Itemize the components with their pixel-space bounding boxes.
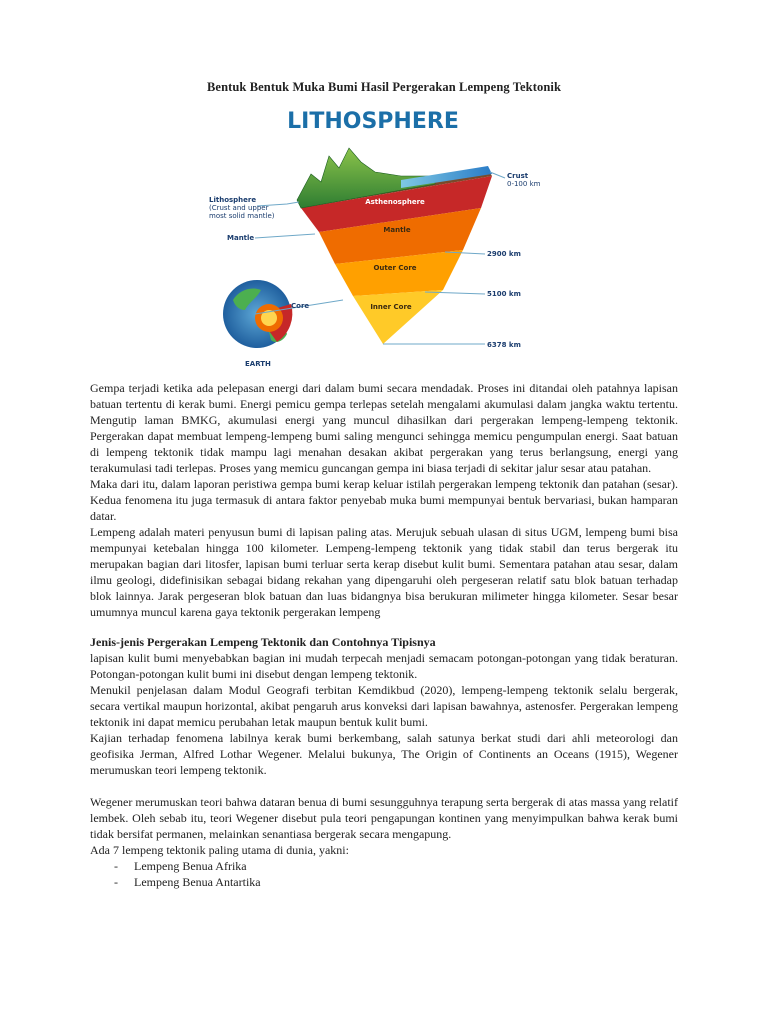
paragraph: Menukil penjelasan dalam Modul Geografi terbitan Kemdikbud (2020), lempeng-lempeng tektonik selalu bergerak, secara vertikal maupun horizontal, akibat pengaruh arus konveksi dari lapisan bawahnya, astenosfer. Pergerakan lempeng tektonik ini dapat memicu perubahan letak maupun bentuk kulit bumi. bbox=[90, 683, 678, 729]
paragraph: Kajian terhadap fenomena labilnya kerak bumi berkembang, salah satunya berkat studi dari ahli meteorologi dan geofisika Jerman, Alfred Lothar Wegener. Melalui bukunya, The Origin of Continents an Oceans (1915), Wegener merumuskan teori lempeng tektonik. bbox=[90, 731, 678, 777]
inner-core-label: Inner Core bbox=[370, 303, 412, 311]
depth-5100-label: 5100 km bbox=[487, 290, 521, 298]
list-item-text: Lempeng Benua Afrika bbox=[134, 859, 247, 873]
lithosphere-note-2: most solid mantle) bbox=[209, 212, 275, 220]
list-item bbox=[90, 874, 678, 890]
mantle-layer-label: Mantle bbox=[383, 226, 411, 234]
document-title: Bentuk Bentuk Muka Bumi Hasil Pergerakan Lempeng Tektonik bbox=[206, 80, 562, 94]
lithosphere-diagram bbox=[205, 104, 545, 372]
inner-core-layer bbox=[353, 290, 443, 344]
list-item-text: Lempeng Benua Antartika bbox=[134, 875, 261, 889]
figure-title: LITHOSPHERE bbox=[287, 109, 459, 134]
plate-list bbox=[90, 858, 678, 890]
depth-2900-label: 2900 km bbox=[487, 250, 521, 258]
mantle-label-left: Mantle bbox=[227, 234, 255, 242]
paragraph: Maka dari itu, dalam laporan peristiwa gempa bumi kerap keluar istilah pergerakan lempeng tektonik dan patahan (sesar). Kedua fenomena itu juga termasuk di antara faktor penyebab muka bumi mempunyai bentuk bervariasi, bukan hamparan datar. bbox=[90, 477, 678, 523]
article-body bbox=[90, 380, 678, 890]
list-dash: - bbox=[114, 875, 118, 889]
section-heading: Jenis-jenis Pergerakan Lempeng Tektonik dan Contohnya Tipisnya bbox=[90, 635, 436, 649]
spacer bbox=[90, 620, 678, 634]
crust-label: Crust bbox=[507, 172, 529, 180]
asthenosphere-label: Asthenosphere bbox=[365, 198, 425, 206]
core-label-left: Core bbox=[291, 302, 310, 310]
spacer bbox=[90, 778, 678, 794]
earth-label: EARTH bbox=[245, 360, 271, 368]
crust-depth-label: 0-100 km bbox=[507, 180, 541, 188]
mantle-leader bbox=[255, 234, 315, 238]
crust-leader bbox=[490, 172, 505, 178]
outer-core-label: Outer Core bbox=[373, 264, 417, 272]
paragraph: Lempeng adalah materi penyusun bumi di lapisan paling atas. Merujuk sebuah ulasan di situs UGM, lempeng bumi bisa mempunyai ketebalan hingga 100 kilometer. Lempeng-lempeng tektonik yang tidak stabil dan terus bergerak itu merupakan bagian dari litosfer, lapisan bumi terluar serta kerap disebut kulit bumi. Sementara patahan atau sesar, dalam ilmu geologi, didefinisikan sebagai bidang rekahan yang dipengaruhi oleh pergeseran relatif satu blok batuan terhadap blok lainnya. Jarak pergeseran blok batuan dan luas bidangnya bisa berukuran milimeter hingga kilometer. Sesar besar umumnya muncul karena gaya tektonik pergerakan lempeng bbox=[90, 525, 678, 619]
paragraph: Ada 7 lempeng tektonik paling utama di dunia, yakni: bbox=[90, 843, 349, 857]
lithosphere-label: Lithosphere bbox=[209, 196, 257, 204]
paragraph: lapisan kulit bumi menyebabkan bagian ini mudah terpecah menjadi semacam potongan-potongan yang tidak beraturan. Potongan-potongan kulit bumi ini disebut dengan lempeng tektonik. bbox=[90, 651, 678, 681]
paragraph: Wegener merumuskan teori bahwa dataran benua di bumi sesungguhnya terapung serta bergerak di atas massa yang relatif lembek. Oleh sebab itu, teori Wegener disebut pula teori pengapungan kontinen yang menyimpulkan bahwa kerak bumi tidak bersifat permanen, melainkan senantiasa bergerak secara mengapung. bbox=[90, 795, 678, 841]
list-item bbox=[90, 858, 678, 874]
list-dash: - bbox=[114, 859, 118, 873]
depth-6378-label: 6378 km bbox=[487, 341, 521, 349]
paragraph: Gempa terjadi ketika ada pelepasan energi dari dalam bumi secara mendadak. Proses ini ditandai oleh patahnya lapisan batuan tertentu di kerak bumi. Energi pemicu gempa terlepas setelah mengalami akumulasi dalam jangka waktu tertentu. Mengutip laman BMKG, akumulasi energi yang muncul dihasilkan dari pergerakan lempeng-lempeng tektonik. Pergerakan dapat membuat lempeng-lempeng bumi saling mengunci sehingga memicu pengumpulan energi. Saat batuan di lempeng tektonik tidak mampu lagi menahan desakan akibat pergerakan yang terus berlangsung, energi yang terakumulasi tadi terlepas. Proses yang memicu guncangan gempa ini biasa terjadi di sekitar jalur sesar atau patahan. bbox=[90, 381, 678, 475]
lithosphere-note-1: (Crust and upper bbox=[209, 204, 269, 212]
